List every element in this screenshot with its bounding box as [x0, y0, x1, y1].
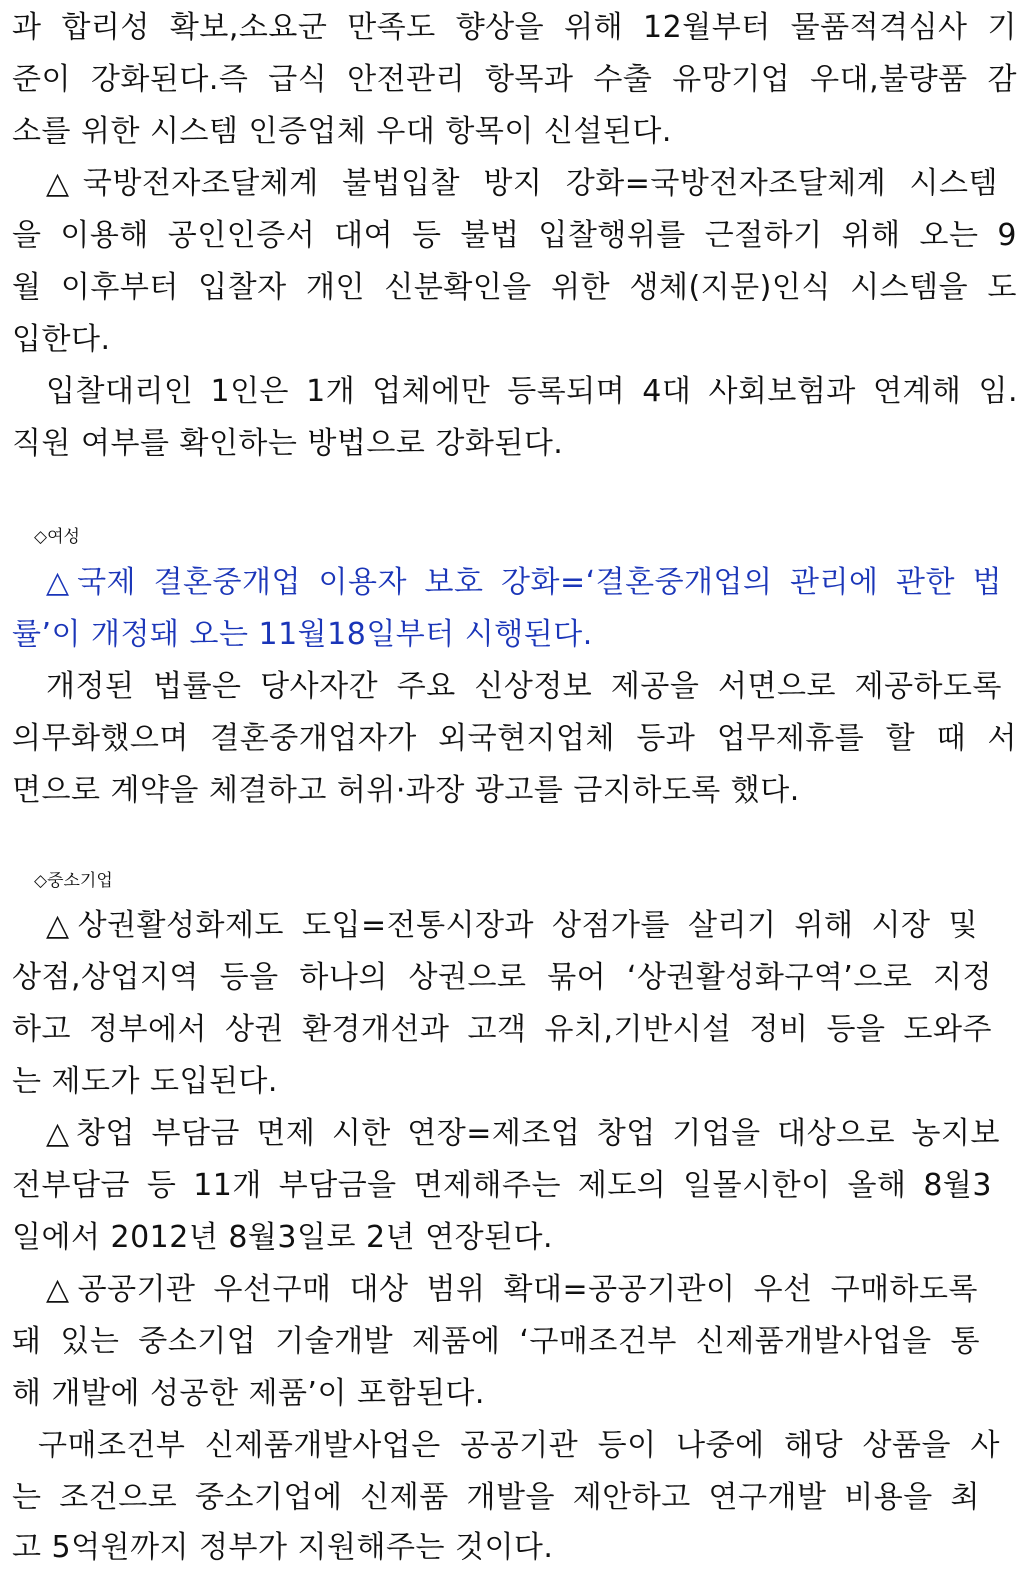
paragraph-line: 돼 있는 중소기업 기술개발 제품에 ‘구매조건부 신제품개발사업을 통	[12, 1324, 980, 1359]
paragraph-line: 입찰대리인 1인은 1개 업체에만 등록되며 4대 사회보험과 연계해 임.	[46, 374, 1018, 409]
paragraph-line: △공공기관 우선구매 대상 범위 확대=공공기관이 우선 구매하도록	[46, 1272, 978, 1307]
paragraph-line: 면으로 계약을 체결하고 허위·과장 광고를 금지하도록 했다.	[12, 773, 800, 808]
paragraph-line: △상권활성화제도 도입=전통시장과 상점가를 살리기 위해 시장 및	[46, 908, 978, 943]
section-header-sme: ◇중소기업	[34, 871, 113, 891]
paragraph-line: 구매조건부 신제품개발사업은 공공기관 등이 나중에 해당 상품을 사	[38, 1428, 1000, 1463]
paragraph-line: 일에서 2012년 8월3일로 2년 연장된다.	[12, 1220, 554, 1255]
paragraph-line: 의무화했으며 결혼중개업자가 외국현지업체 등과 업무제휴를 할 때 서	[12, 721, 1017, 756]
paragraph-line: 하고 정부에서 상권 환경개선과 고객 유치,기반시설 정비 등을 도와주	[12, 1012, 992, 1047]
paragraph-line: 을 이용해 공인인증서 대여 등 불법 입찰행위를 근절하기 위해 오는 9	[12, 218, 1017, 253]
section-header-women: ◇여성	[34, 527, 80, 547]
paragraph-line: 상점,상업지역 등을 하나의 상권으로 묶어 ‘상권활성화구역’으로 지정	[12, 960, 992, 995]
paragraph-line: 월 이후부터 입찰자 개인 신분확인을 위한 생체(지문)인식 시스템을 도	[12, 270, 1017, 305]
paragraph-line: 직원 여부를 확인하는 방법으로 강화된다.	[12, 426, 564, 461]
paragraph-line: 전부담금 등 11개 부담금을 면제해주는 제도의 일몰시한이 올해 8월3	[12, 1168, 992, 1203]
paragraph-line: 입한다.	[12, 322, 111, 357]
paragraph-line: 과 합리성 확보,소요군 만족도 향상을 위해 12월부터 물품적격심사 기	[12, 10, 1017, 45]
paragraph-line: △창업 부담금 면제 시한 연장=제조업 창업 기업을 대상으로 농지보	[46, 1116, 1000, 1151]
paragraph-line: 해 개발에 성공한 제품’이 포함된다.	[12, 1376, 485, 1411]
paragraph-line-highlighted: 률’이 개정돼 오는 11월18일부터 시행된다.	[12, 617, 593, 652]
paragraph-line-highlighted: △국제 결혼중개업 이용자 보호 강화=‘결혼중개업의 관리에 관한 법	[46, 565, 1002, 600]
paragraph-line: 소를 위한 시스템 인증업체 우대 항목이 신설된다.	[12, 114, 672, 149]
paragraph-line: △국방전자조달체계 불법입찰 방지 강화=국방전자조달체계 시스템	[46, 166, 998, 201]
paragraph-line: 개정된 법률은 당사자간 주요 신상정보 제공을 서면으로 제공하도록	[46, 669, 1002, 704]
paragraph-line: 고 5억원까지 정부가 지원해주는 것이다.	[12, 1530, 554, 1565]
paragraph-line: 는 제도가 도입된다.	[12, 1064, 278, 1099]
paragraph-line: 준이 강화된다.즉 급식 안전관리 항목과 수출 유망기업 우대,불량품 감	[12, 62, 1017, 97]
paragraph-line: 는 조건으로 중소기업에 신제품 개발을 제안하고 연구개발 비용을 최	[12, 1480, 980, 1515]
